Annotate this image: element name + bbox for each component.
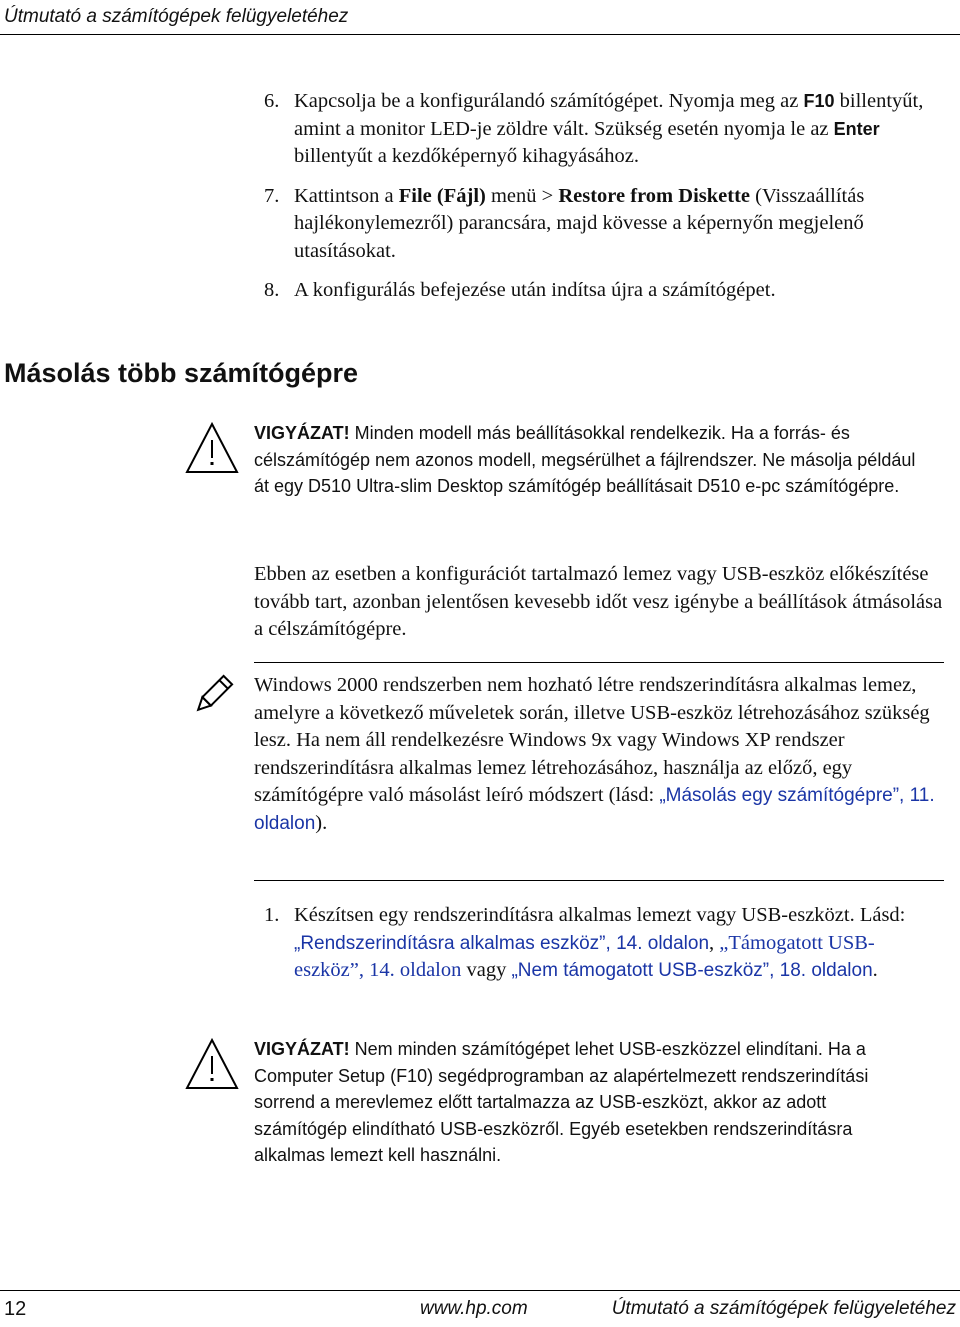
section-heading: Másolás több számítógépre	[4, 358, 359, 388]
step-sep: ,	[709, 931, 720, 954]
key-f10: F10	[803, 91, 835, 111]
link-nem-tamogatott[interactable]: „Nem támogatott USB-eszköz”, 18. oldalon	[511, 960, 873, 981]
caution-notice-2	[184, 1036, 924, 1169]
step-text: Kapcsolja be a konfigurálandó számítógépet. Nyomja meg az	[294, 90, 804, 112]
step-text: (Visszaállítás hajlékonylemezről) parancsára, majd kövesse a képernyőn megjelenő utasításokat.	[294, 184, 865, 262]
note-text: Windows 2000 rendszerben nem hozható létre rendszerindításra alkalmas lemez, amelyre a következő műveletek során, illetve USB-eszköz létrehozásához szükség lesz. Ha nem áll rendelkezésre Windows 9x vagy Windows XP rendszer rendszerindításra alkalmas lemez létrehozásához, használja az előző, egy számítógépre való másolást leíró módszert (lásd:	[254, 674, 930, 806]
step-end: .	[872, 959, 878, 981]
link-quote-open: „	[719, 931, 729, 954]
caution-text	[254, 1036, 924, 1169]
caution-text	[254, 420, 924, 500]
step-text: A konfigurálás befejezése után indítsa újra a számítógépet.	[294, 279, 776, 301]
menu-file: File (Fájl)	[398, 184, 486, 207]
step-number: 7.	[264, 184, 280, 207]
step-number: 1.	[264, 904, 280, 926]
step-1	[264, 902, 944, 985]
step-8	[264, 277, 944, 305]
caution-notice-1	[184, 420, 924, 500]
page-header-title: Útmutató a számítógépek felügyeletéhez	[4, 6, 349, 27]
footer-rule	[0, 1290, 960, 1291]
note-rule	[254, 662, 944, 663]
note-tail: ).	[315, 811, 328, 834]
link-tamogatott-page: ”, 14. oldalon	[349, 959, 462, 981]
steps-bottom	[264, 902, 944, 997]
step-text: billentyűt a kezdőképernyő kihagyásához.	[294, 145, 639, 167]
steps-top	[264, 88, 944, 317]
link-tamogatott-text: Támogatott USB-eszköz	[294, 931, 875, 981]
caution-body: Minden modell más beállításokkal rendelkezik. Ha a forrás- és célszámítógép nem azonos modell, megsérülhet a fájlrendszer. Ne másolja például át egy D510 Ultra-slim Desktop számítógép beállításait D510 e-pc számítógépre.	[254, 423, 916, 496]
footer-page-number: 12	[4, 1298, 27, 1320]
step-text: Kattintson a	[294, 184, 399, 207]
step-7	[264, 183, 944, 266]
step-text: billentyűt, amint a monitor LED-je zöldre vált. Szükség esetén nyomja le az	[294, 90, 924, 140]
footer-url[interactable]: www.hp.com	[420, 1298, 528, 1319]
step-text: vagy	[461, 959, 512, 981]
step-number: 8.	[264, 279, 280, 301]
note-rule-bottom	[254, 880, 944, 881]
step-text: menü >	[485, 184, 559, 207]
step-text: Készítsen egy rendszerindításra alkalmas lemezt vagy USB-eszközt. Lásd:	[294, 904, 906, 926]
caution-label: VIGYÁZAT!	[254, 423, 350, 443]
note-paragraph	[254, 672, 944, 837]
warning-triangle-icon	[184, 420, 240, 476]
header-rule	[0, 34, 960, 35]
step-6	[264, 88, 944, 171]
caution-label: VIGYÁZAT!	[254, 1039, 350, 1059]
note-pencil-icon	[190, 672, 236, 718]
link-rendszerinditasra[interactable]: „Rendszerindításra alkalmas eszköz”, 14. oldalon	[294, 932, 710, 954]
key-enter: Enter	[833, 118, 880, 139]
paragraph-intro: Ebben az esetben a konfigurációt tartalmazó lemez vagy USB-eszköz előkészítése tovább tart, azonban jelentősen kevesebb időt vesz igénybe a beállítások átmásolása a célszámítógépre.	[254, 563, 943, 640]
footer-title: Útmutató a számítógépek felügyeletéhez	[611, 1298, 956, 1319]
step-number: 6.	[264, 90, 280, 112]
warning-triangle-icon	[184, 1036, 240, 1092]
menu-restore: Restore from Diskette	[558, 184, 750, 207]
link-masolas-egy[interactable]: „Másolás egy számítógépre”, 11. oldalon	[254, 785, 935, 834]
caution-body: Nem minden számítógépet lehet USB-eszközzel elindítani. Ha a Computer Setup (F10) segédprogramban az alapértelmezett rendszerindítási sorrend a merevlemez előtt tartalmazza az USB-eszközt, akkor az adott számítógép elindítható USB-eszközről. Egyéb esetekben rendszerindításra alkalmas lemezt kell használni.	[254, 1039, 869, 1165]
